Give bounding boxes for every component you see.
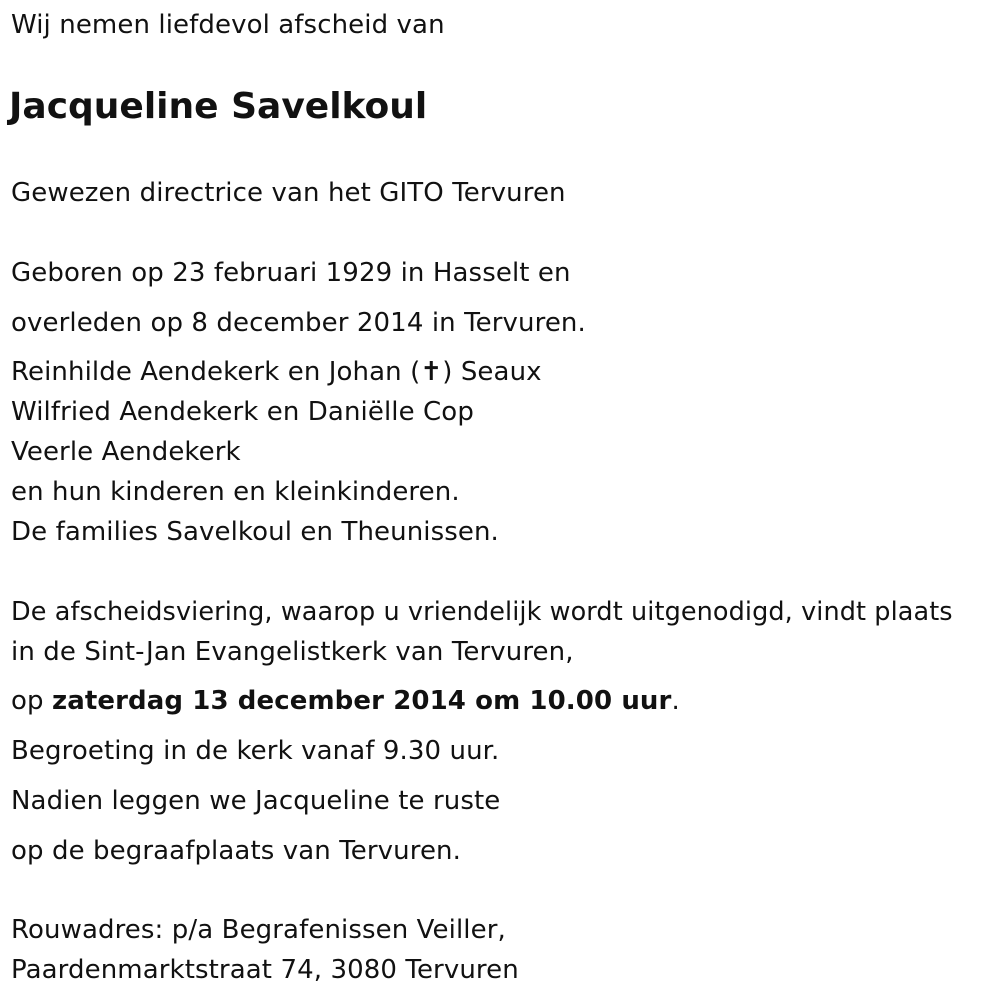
ceremony-date-suffix: . xyxy=(671,686,680,716)
death-text: overleden op 8 december 2014 in Tervuren. xyxy=(11,308,586,338)
deceased-name: Jacqueline Savelkoul xyxy=(9,86,428,127)
ceremony-date: zaterdag 13 december 2014 om 10.00 uur xyxy=(51,686,672,716)
burial-line-1: Nadien leggen we Jacqueline te ruste xyxy=(11,786,501,816)
role-text: Gewezen directrice van het GITO Tervuren xyxy=(11,178,566,208)
ceremony-date-prefix: op xyxy=(11,686,52,716)
burial-line-2: op de begraafplaats van Tervuren. xyxy=(11,836,461,866)
family-line-2: Wilfried Aendekerk en Daniëlle Cop xyxy=(11,397,474,427)
family-line-3: Veerle Aendekerk xyxy=(11,437,241,467)
family-line-4: en hun kinderen en kleinkinderen. xyxy=(11,477,460,507)
family-line-5: De families Savelkoul en Theunissen. xyxy=(11,517,499,547)
intro-text: Wij nemen liefdevol afscheid van xyxy=(11,10,445,40)
ceremony-line-1: De afscheidsviering, waarop u vriendelijk wordt uitgenodigd, vindt plaats xyxy=(11,597,953,627)
ceremony-line-2: in de Sint-Jan Evangelistkerk van Tervuren, xyxy=(11,637,574,667)
address-line-2: Paardenmarktstraat 74, 3080 Tervuren xyxy=(11,955,519,985)
address-line-1: Rouwadres: p/a Begrafenissen Veiller, xyxy=(11,915,506,945)
greeting-text: Begroeting in de kerk vanaf 9.30 uur. xyxy=(11,736,500,766)
birth-text: Geboren op 23 februari 1929 in Hasselt en xyxy=(11,258,571,288)
ceremony-date-line xyxy=(11,685,680,717)
family-line-1: Reinhilde Aendekerk en Johan (✝) Seaux xyxy=(11,357,542,387)
